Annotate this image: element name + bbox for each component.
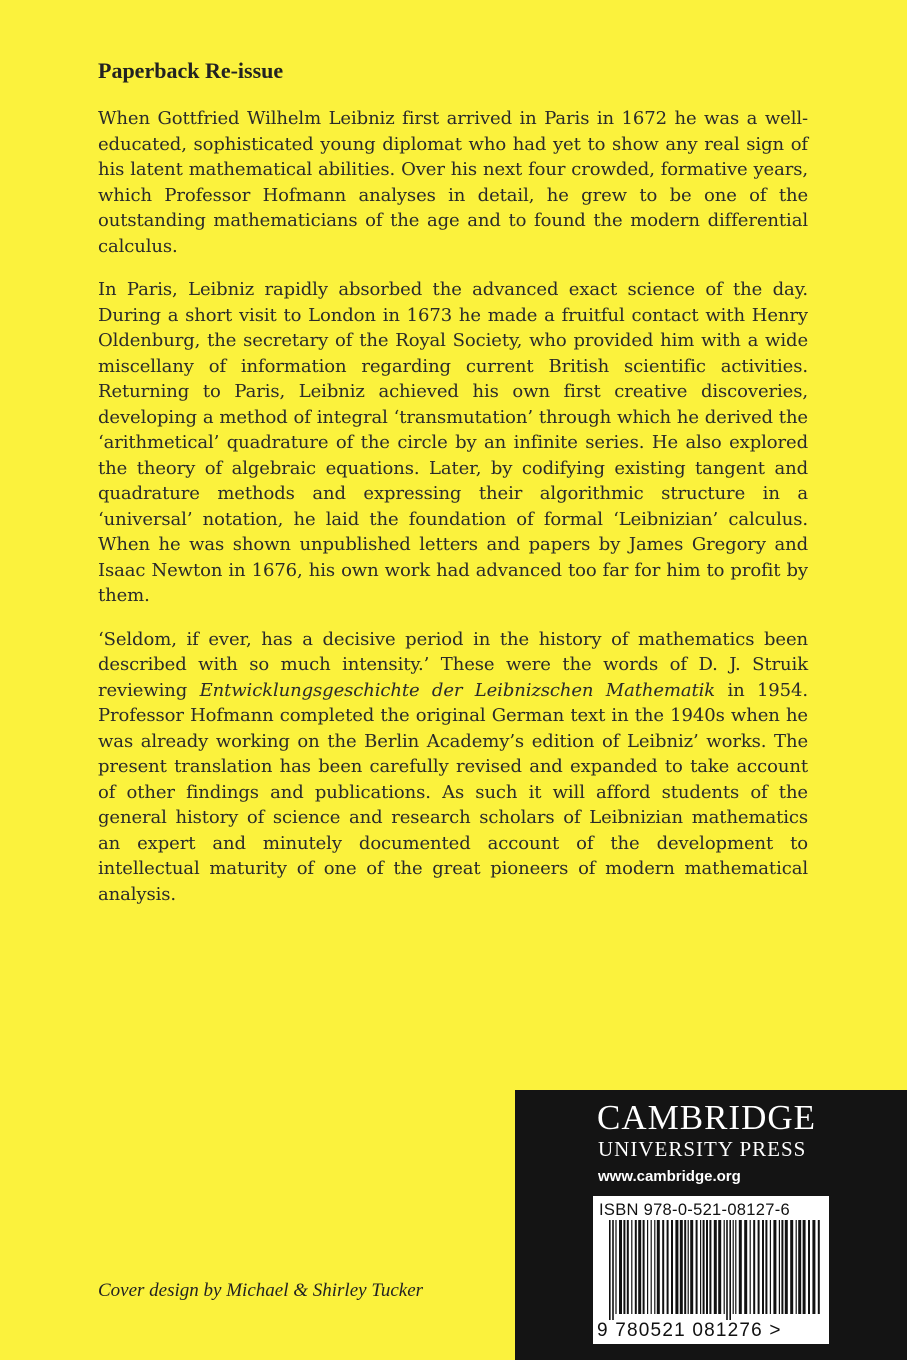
barcode-bar (733, 1220, 734, 1314)
barcode-bar (758, 1220, 760, 1314)
barcode-bar (696, 1220, 698, 1314)
barcode-bar (643, 1220, 645, 1314)
barcode-bar (770, 1220, 771, 1314)
paragraph-3-part-1: ‘Seldom, if ever, has a decisive period in the history of mathematics been described with so much intensity.’ These were the words of D. J. Struik reviewing (98, 628, 808, 701)
barcode-bar (818, 1220, 820, 1314)
barcode-bar (612, 1220, 614, 1320)
barcode-bar (812, 1220, 815, 1314)
barcode-bar (765, 1220, 767, 1314)
barcode-bar (703, 1220, 705, 1314)
paragraph-2: In Paris, Leibniz rapidly absorbed the advanced exact science of the day. During a short visit to London in 1673 he made a fruitful contact with Henry Oldenburg, the secretary of the Royal Society, who provided him with a wide miscellany of information regarding current British scientific activities. Returning to Paris, Leibniz achieved his own first creative discoveries, developing a method of integral ‘transmutation’ through which he derived the ‘arithmetical’ quadrature of the circle by an infinite series. He also explored the theory of algebraic equations. Later, by codifying existing tangent and quadrature methods and expressing their algorithmic structure in a ‘universal’ notation, he laid the foundation of formal ‘Leibnizian’ calculus. When he was shown unpublished letters and papers by James Gregory and Isaac Newton in 1676, his own work had advanced too far for him to profit by them. (98, 279, 808, 606)
book-title-italic: Entwicklungsgeschichte der Leibnizschen Mathematik (199, 679, 716, 701)
barcode-bar (657, 1220, 660, 1314)
back-cover-text (98, 56, 808, 925)
barcode-bar (803, 1220, 806, 1314)
barcode-bar (790, 1220, 793, 1314)
paragraph-3-part-2: in 1954. Professor Hofmann completed the original German text in the 1940s when he was already working on the Berlin Academy’s edition of Leibniz’ works. The present translation has been carefully revised and expanded to take account of other findings and publications. As such it will afford students of the general history of science and research scholars of Leibnizian mathematics an expert and minutely documented account of the development to intellectual maturity of one of the great pioneers of modern mathematical analysis. (98, 679, 808, 905)
barcode-bar (753, 1220, 755, 1314)
barcode-bar (724, 1220, 725, 1314)
barcode-bars (593, 1220, 829, 1320)
barcode-bar (638, 1220, 641, 1314)
barcode-digits: 9 780521 081276 > (597, 1320, 782, 1341)
barcode-bar (651, 1220, 652, 1314)
barcode-bar (779, 1220, 780, 1314)
barcode-bar (667, 1220, 669, 1314)
barcode-bar (623, 1220, 625, 1314)
barcode-bar (680, 1220, 683, 1314)
barcode-bar (647, 1220, 648, 1314)
barcode-bar (726, 1220, 728, 1320)
barcode-bar (635, 1220, 637, 1314)
publisher-name: CAMBRIDGE (597, 1098, 817, 1137)
barcode-bar (690, 1220, 693, 1314)
publisher-url: www.cambridge.org (598, 1168, 741, 1185)
barcode-bar (609, 1220, 611, 1320)
barcode-bar (773, 1220, 776, 1314)
barcode-bar (744, 1220, 747, 1314)
barcode-bar (808, 1220, 810, 1314)
barcode-bar (796, 1220, 797, 1314)
barcode-panel (593, 1196, 829, 1344)
barcode-bar (675, 1220, 678, 1314)
barcode-bar (735, 1220, 736, 1314)
barcode-bar (671, 1220, 673, 1314)
barcode-bar (714, 1220, 717, 1314)
isbn-label: ISBN 978-0-521-08127-6 (599, 1201, 790, 1219)
barcode-bar (662, 1220, 664, 1314)
cover-design-credit: Cover design by Michael & Shirley Tucker (98, 1280, 424, 1301)
barcode-bar (709, 1220, 711, 1314)
barcode-bar (798, 1220, 801, 1314)
barcode-bar (654, 1220, 655, 1314)
barcode-bar (619, 1220, 622, 1314)
barcode-bar (762, 1220, 764, 1314)
barcode-bar (781, 1220, 783, 1314)
barcode-bar (688, 1220, 689, 1314)
barcode-bar (706, 1220, 708, 1314)
barcode-bar (700, 1220, 701, 1314)
paragraph-1: When Gottfried Wilhelm Leibniz first arrived in Paris in 1672 he was a well-educated, sophisticated young diplomat who had yet to show any real sign of his latent mathematical abilities. Over his next four crowded, formative years, which Professor Hofmann analyses in detail, he grew to be one of the outstanding mathematicians of the age and to found the modern differential calculus. (98, 108, 808, 257)
barcode-bar (785, 1220, 788, 1314)
barcode-bar (729, 1220, 731, 1320)
barcode-bar (627, 1220, 629, 1314)
barcode-bar (631, 1220, 632, 1314)
barcode-bar (684, 1220, 686, 1314)
cover-heading: Paperback Re-issue (98, 58, 284, 83)
barcode-bar (718, 1220, 721, 1314)
paragraph-3 (98, 627, 808, 908)
barcode-bar (615, 1220, 616, 1314)
barcode-bar (739, 1220, 742, 1314)
publisher-subtitle: UNIVERSITY PRESS (598, 1137, 807, 1161)
publisher-block (515, 1090, 907, 1360)
barcode-bar (750, 1220, 751, 1314)
